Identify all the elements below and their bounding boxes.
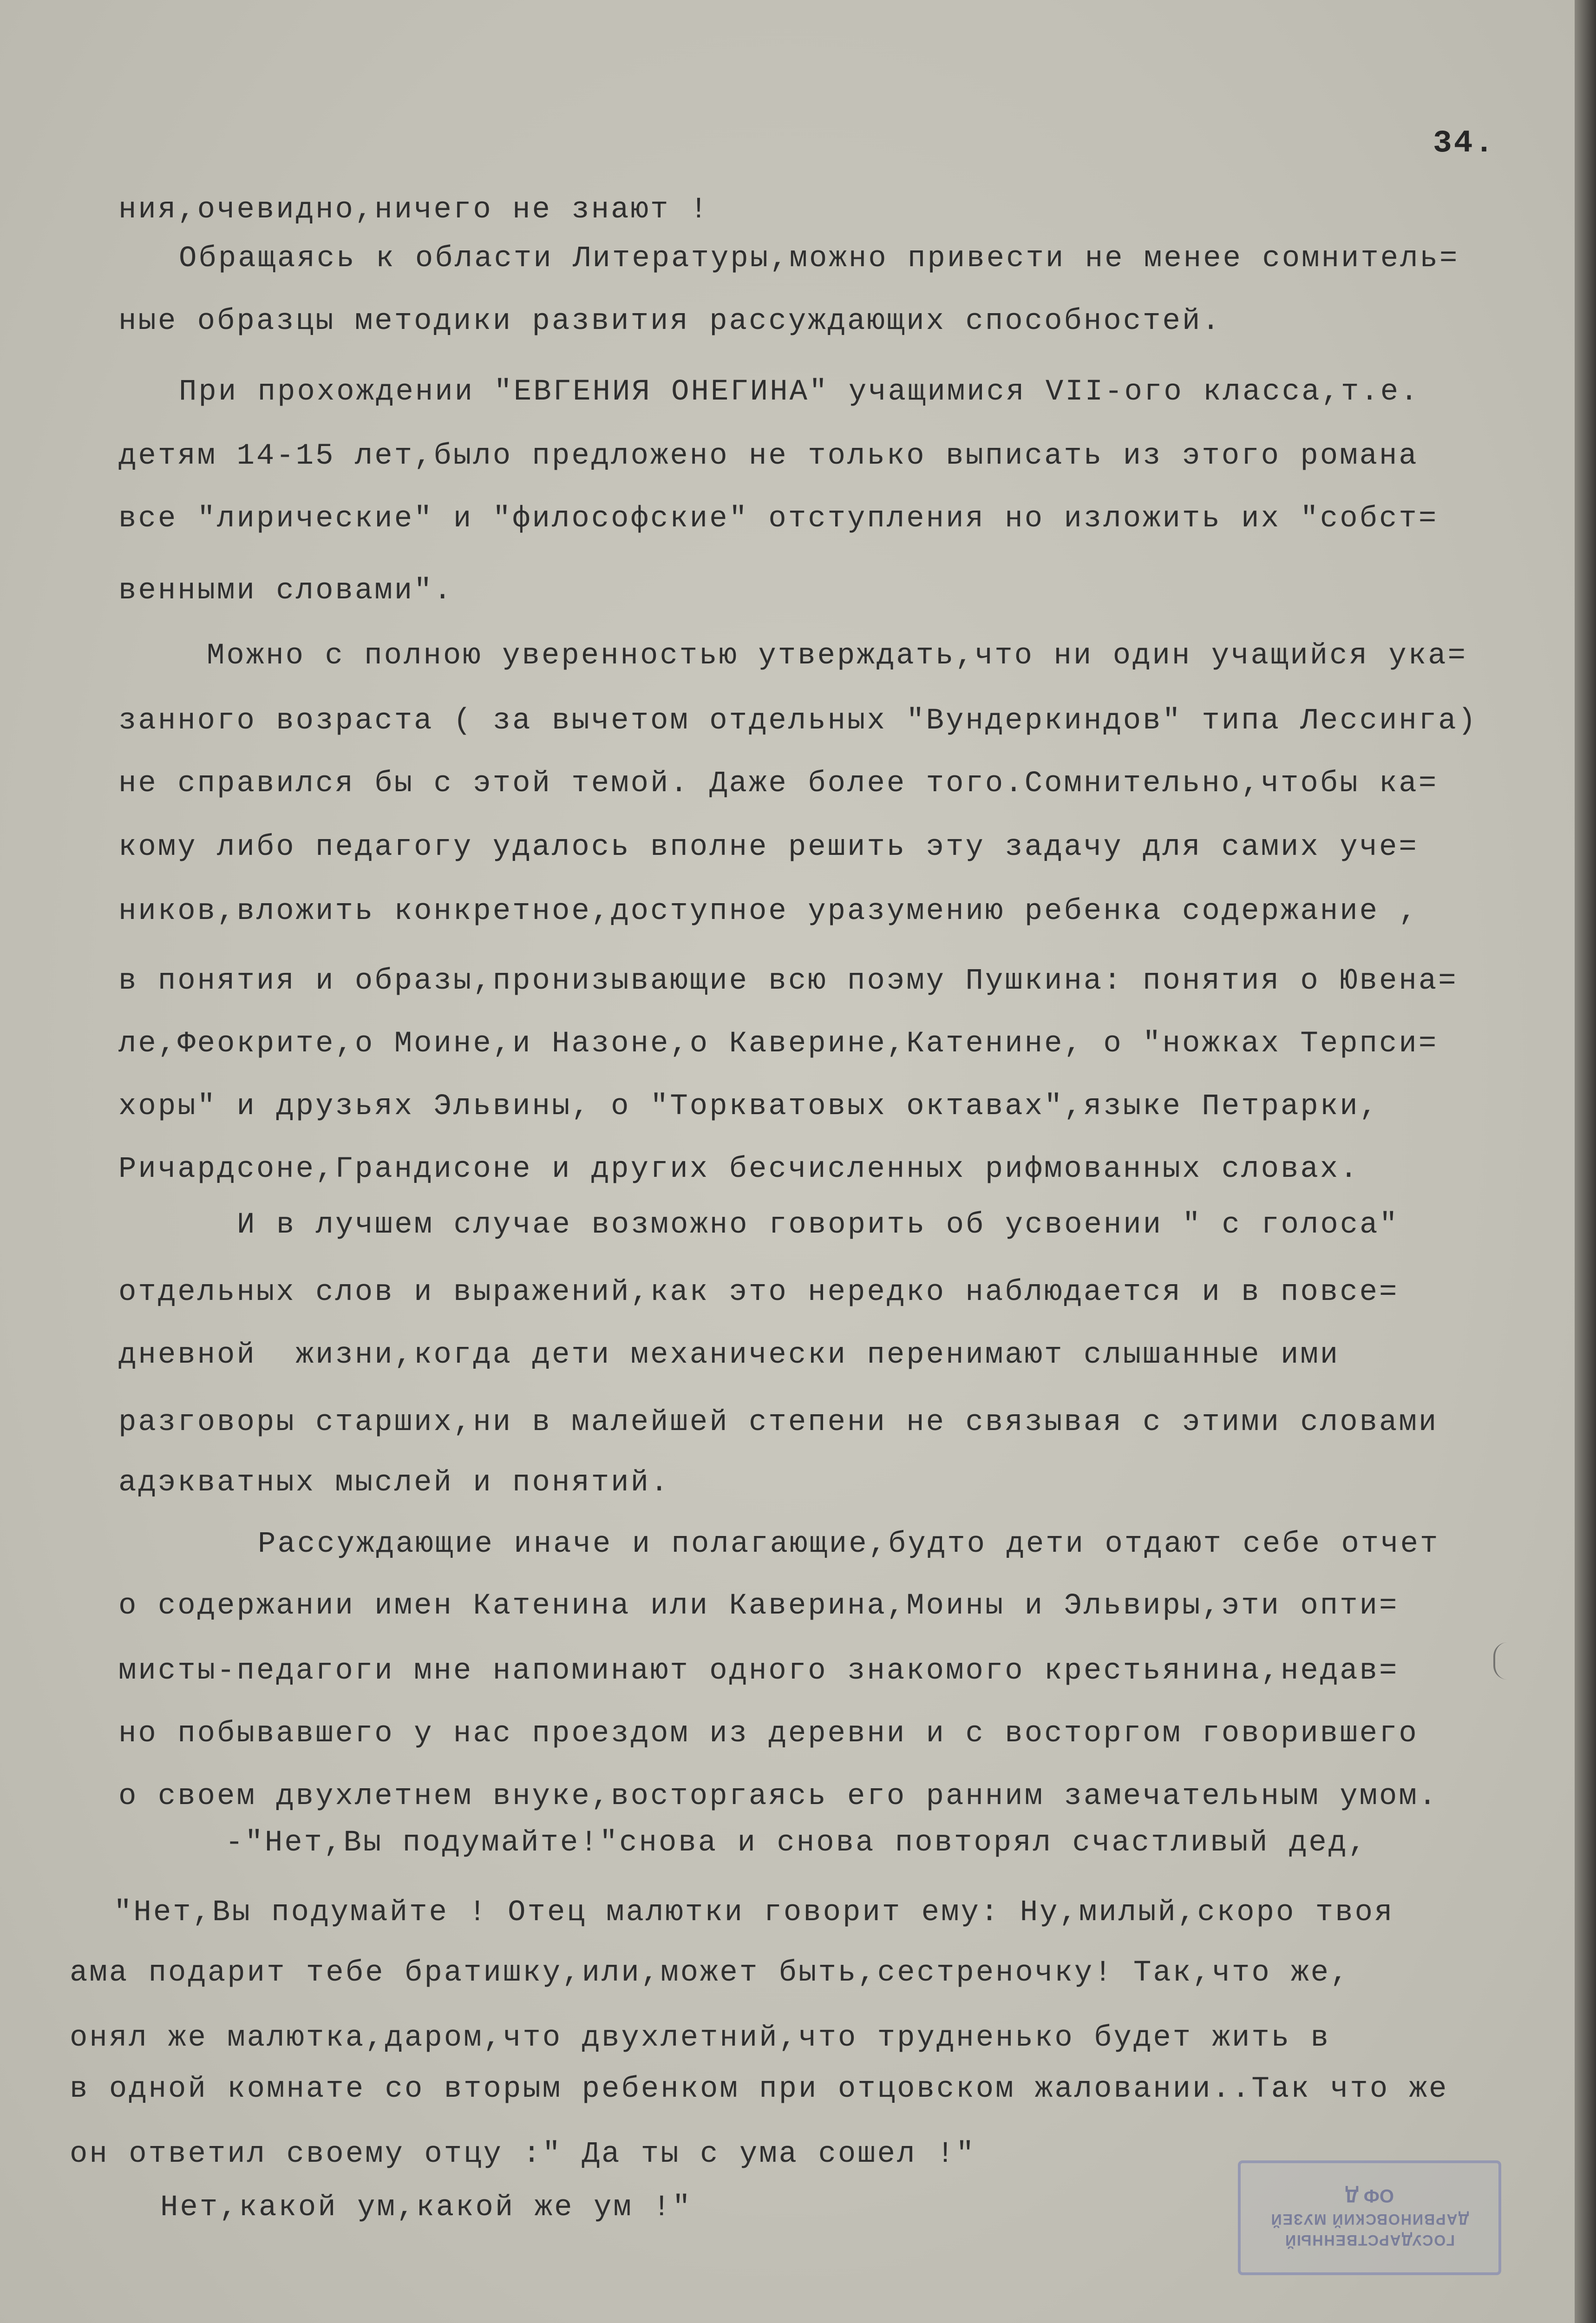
text-line: кому либо педагогу удалось вполне решить эту задачу для самих уче= (118, 831, 1419, 864)
text-line: ников,вложить конкретное,доступное уразумению ребенка содержание , (118, 895, 1419, 928)
text-line: Ричардсоне,Грандисоне и других бесчисленных рифмованных словах. (118, 1153, 1360, 1186)
text-line: все "лирические" и "философские" отступления но изложить их "собст= (118, 502, 1439, 536)
text-line: в понятия и образы,пронизывающие всю поэму Пушкина: понятия о Ювена= (118, 965, 1458, 998)
text-line: Рассуждающие иначе и полагающие,будто дети отдают себе отчет (258, 1528, 1440, 1561)
text-line: хоры" и друзьях Эльвины, о "Торкватовых октавах",языке Петрарки, (118, 1090, 1379, 1123)
text-line: адэкватных мыслей и понятий. (118, 1466, 670, 1500)
text-line: И в лучшем случае возможно говорить об усвоении " с голоса" (237, 1208, 1399, 1242)
text-line: "Нет,Вы подумайте ! Отец малютки говорит ему: Ну,милый,скоро твоя (114, 1896, 1394, 1929)
page-edge (1575, 0, 1596, 2323)
text-line: -"Нет,Вы подумайте!"снова и снова повторял счастливый дед, (225, 1826, 1368, 1860)
page-number: 34. (1433, 125, 1496, 161)
text-line: ния,очевидно,ничего не знают ! (118, 193, 710, 227)
text-line: Обращаясь к области Литературы,можно привести не менее сомнитель= (179, 242, 1459, 276)
text-line: Нет,какой ум,какой же ум !" (160, 2191, 692, 2225)
text-line: отдельных слов и выражений,как это нередко наблюдается и в повсе= (118, 1276, 1399, 1309)
text-line: о своем двухлетнем внуке,восторгаясь его ранним замечательным умом. (118, 1780, 1439, 1813)
text-line: ама подарит тебе братишку,или,может быть,сестреночку! Так,что же, (70, 1956, 1350, 1990)
text-line: он ответил своему отцу :" Да ты с ума сошел !" (70, 2138, 976, 2171)
text-line: разговоры старших,ни в малейшей степени не связывая с этими словами (118, 1406, 1439, 1439)
text-line: ле,Феокрите,о Моине,и Назоне,о Каверине,Катенине, о "ножках Терпси= (118, 1027, 1439, 1061)
text-line: не справился бы с этой темой. Даже более того.Сомнительно,чтобы ка= (118, 767, 1439, 801)
text-line: венными словами". (118, 574, 453, 608)
text-line: детям 14-15 лет,было предложено не только выписать из этого романа (118, 440, 1419, 473)
text-line: в одной комнате со вторым ребенком при отцовском жаловании..Так что же (70, 2073, 1449, 2106)
text-line: но побывавшего у нас проездом из деревни и с восторгом говорившего (118, 1717, 1419, 1751)
text-line: ные образцы методики развития рассуждающих способностей. (118, 305, 1222, 338)
text-line: Можно с полною уверенностью утверждать,что ни один учащийся ука= (207, 639, 1467, 673)
text-line: мисты-педагоги мне напоминают одного знакомого крестьянина,недав= (118, 1654, 1399, 1688)
stamp-line: ДАРВИНОВСКИЙ МУЗЕЙ (1270, 2211, 1469, 2228)
text-line: При прохождении "ЕВГЕНИЯ ОНЕГИНА" учащимися VII-ого класса,т.е. (179, 375, 1420, 409)
museum-stamp (1238, 2160, 1501, 2275)
text-line: дневной жизни,когда дети механически перенимают слышанные ими (118, 1339, 1340, 1372)
text-line: о содержании имен Катенина или Каверина,Моины и Эльвиры,эти опти= (118, 1589, 1399, 1623)
pencil-mark (1493, 1642, 1514, 1680)
stamp-line: ГОСУДАРСТВЕННЫЙ (1284, 2232, 1455, 2249)
text-line: занного возраста ( за вычетом отдельных "Вундеркиндов" типа Лессинга) (118, 704, 1478, 738)
stamp-code: ОФ Д (1345, 2185, 1394, 2206)
text-line: онял же малютка,даром,что двухлетний,что трудненько будет жить в (70, 2021, 1330, 2055)
